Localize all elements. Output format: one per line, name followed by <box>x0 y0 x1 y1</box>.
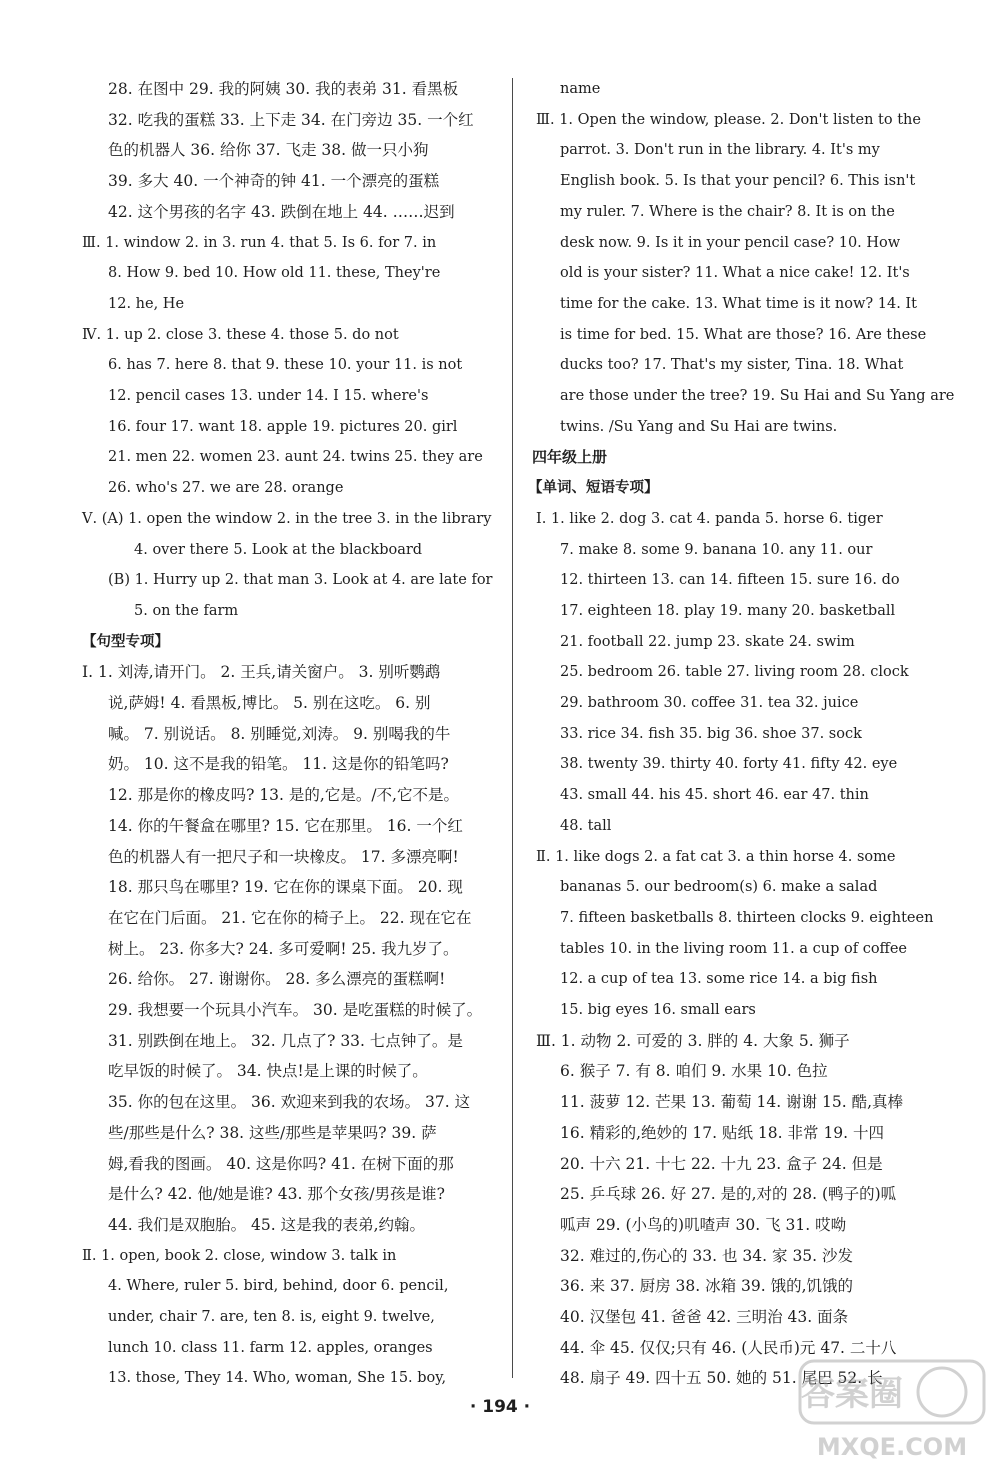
right-answer-line: 48. tall <box>560 817 612 834</box>
left-answer-line: 8. How 9. bed 10. How old 11. these, They're <box>108 265 441 282</box>
left-answer-line: Ⅲ. 1. window 2. in 3. run 4. that 5. Is 6. for 7. in <box>82 234 437 251</box>
left-answer-line: Ⅰ. 1. 刘涛,请开门。 2. 王兵,请关窗户。 3. 别听鹦鹉 <box>82 663 441 682</box>
right-answer-line: Ⅲ. 1. Open the window, please. 2. Don't listen to the <box>536 111 921 128</box>
right-answer-line: is time for bed. 15. What are those? 16. Are these <box>560 326 927 343</box>
right-answer-line: 40. 汉堡包 41. 爸爸 42. 三明治 43. 面条 <box>560 1308 849 1326</box>
right-answer-line: 7. fifteen basketballs 8. thirteen clocks 9. eighteen <box>560 909 934 926</box>
left-answer-line: 姆,看我的图画。 40. 这是你吗? 41. 在树下面的那 <box>108 1154 454 1173</box>
right-answer-line: my ruler. 7. Where is the chair? 8. It is on the <box>560 203 895 220</box>
right-answer-line: 32. 难过的,伤心的 33. 也 34. 家 35. 沙发 <box>560 1246 854 1265</box>
right-answer-line: 33. rice 34. fish 35. big 36. shoe 37. sock <box>560 725 862 742</box>
right-answer-line: 25. bedroom 26. table 27. living room 28. clock <box>560 664 909 681</box>
right-answer-line: Ⅱ. 1. like dogs 2. a fat cat 3. a thin horse 4. some <box>536 848 896 865</box>
left-answer-line: 是什么? 42. 他/她是谁? 43. 那个女孩/男孩是谁? <box>108 1185 445 1204</box>
left-answer-line: 32. 吃我的蛋糕 33. 上下走 34. 在门旁边 35. 一个红 <box>108 110 474 129</box>
watermark-logo <box>792 1355 992 1465</box>
right-answer-line: 17. eighteen 18. play 19. many 20. basketball <box>560 602 896 619</box>
right-answer-line: 15. big eyes 16. small ears <box>560 1002 756 1018</box>
right-answer-line: 16. 精彩的,绝妙的 17. 贴纸 18. 非常 19. 十四 <box>560 1123 885 1142</box>
right-answer-line: 48. 扇子 49. 四十五 50. 她的 51. 尾巴 52. 长 <box>560 1369 883 1388</box>
watermark-text-cn: 答案圈 <box>801 1374 903 1414</box>
right-answer-line: English book. 5. Is that your pencil? 6. This isn't <box>560 173 916 190</box>
left-answer-line: 5. on the farm <box>134 602 239 619</box>
right-answer-line: old is your sister? 11. What a nice cake! 12. It's <box>560 265 910 282</box>
right-answer-line: Ⅰ. 1. like 2. dog 3. cat 4. panda 5. horse 6. tiger <box>536 510 883 527</box>
left-answer-line: 些/那些是什么? 38. 这些/那些是苹果吗? 39. 萨 <box>108 1123 437 1142</box>
left-answer-line: 树上。 23. 你多大? 24. 多可爱啊! 25. 我九岁了。 <box>108 939 459 958</box>
watermark-text-en: MXQE.COM <box>816 1433 968 1461</box>
right-answer-line: 11. 菠萝 12. 芒果 13. 葡萄 14. 谢谢 15. 酷,真棒 <box>560 1093 904 1112</box>
right-answer-line: 25. 乒乓球 26. 好 27. 是的,对的 28. (鸭子的)呱 <box>560 1185 897 1204</box>
left-answer-line: 4. over there 5. Look at the blackboard <box>134 541 423 558</box>
right-answer-line: 12. thirteen 13. can 14. fifteen 15. sure 16. do <box>560 572 900 589</box>
left-answer-line: 42. 这个男孩的名字 43. 跌倒在地上 44. ……迟到 <box>108 202 455 221</box>
left-answer-line: 28. 在图中 29. 我的阿姨 30. 我的表弟 31. 看黑板 <box>108 80 459 98</box>
left-answer-line: 12. 那是你的橡皮吗? 13. 是的,它是。/不,它不是。 <box>108 786 459 805</box>
left-answer-line: 26. 给你。 27. 谢谢你。 28. 多么漂亮的蛋糕啊! <box>108 970 446 989</box>
left-answer-line: Ⅴ. (A) 1. open the window 2. in the tree 3. in the library <box>82 510 492 527</box>
left-answer-line: 说,萨姆! 4. 看黑板,博比。 5. 别在这吃。 6. 别 <box>108 694 431 712</box>
left-answer-line: Ⅱ. 1. open, book 2. close, window 3. talk in <box>82 1247 397 1264</box>
left-answer-line: 13. those, They 14. Who, woman, She 15. boy, <box>108 1370 447 1387</box>
left-answer-line: 12. pencil cases 13. under 14. I 15. where's <box>108 388 429 404</box>
left-answer-line: 44. 我们是双胞胎。 45. 这是我的表弟,约翰。 <box>108 1215 426 1234</box>
right-answer-line: desk now. 9. Is it in your pencil case? 10. How <box>560 234 901 251</box>
left-answer-line: 奶。 10. 这不是我的铅笔。 11. 这是你的铅笔吗? <box>108 755 449 774</box>
right-answer-line: parrot. 3. Don't run in the library. 4. It's my <box>560 142 880 159</box>
right-answer-line: are those under the tree? 19. Su Hai and Su Yang are <box>560 388 955 404</box>
right-answer-line: tables 10. in the living room 11. a cup of coffee <box>560 940 908 957</box>
right-answer-line: 21. football 22. jump 23. skate 24. swim <box>560 633 855 650</box>
right-answer-line: 36. 来 37. 厨房 38. 冰箱 39. 饿的,饥饿的 <box>560 1277 854 1296</box>
right-answer-line: twins. /Su Yang and Su Hai are twins. <box>560 418 838 435</box>
page-number: · 194 · <box>469 1397 531 1417</box>
right-answer-line: 38. twenty 39. thirty 40. forty 41. fifty 42. eye <box>560 756 898 773</box>
left-answer-line: 【句型专项】 <box>82 633 169 650</box>
right-answer-line: 44. 伞 45. 仅仅;只有 46. (人民币)元 47. 二十八 <box>560 1338 897 1357</box>
right-answer-line: 43. small 44. his 45. short 46. ear 47. thin <box>560 787 869 804</box>
left-answer-line: 31. 别跌倒在地上。 32. 几点了? 33. 七点钟了。是 <box>108 1031 463 1050</box>
left-answer-line: 29. 我想要一个玩具小汽车。 30. 是吃蛋糕的时候了。 <box>108 1001 483 1019</box>
right-answer-line: 12. a cup of tea 13. some rice 14. a big fish <box>560 971 878 988</box>
left-answer-line: Ⅳ. 1. up 2. close 3. these 4. those 5. do not <box>82 326 399 343</box>
column-divider <box>512 78 513 1378</box>
right-answer-line: 6. 猴子 7. 有 8. 咱们 9. 水果 10. 色拉 <box>560 1062 828 1081</box>
left-answer-line: (B) 1. Hurry up 2. that man 3. Look at 4. are late for <box>108 572 493 589</box>
left-answer-line: 21. men 22. women 23. aunt 24. twins 25. they are <box>108 449 483 466</box>
right-answer-line: 20. 十六 21. 十七 22. 十九 23. 盒子 24. 但是 <box>560 1154 883 1173</box>
left-answer-line: 18. 那只鸟在哪里? 19. 它在你的课桌下面。 20. 现 <box>108 878 463 897</box>
left-answer-line: 喊。 7. 别说话。 8. 别睡觉,刘涛。 9. 别喝我的牛 <box>108 724 451 743</box>
right-answer-line: ducks too? 17. That's my sister, Tina. 18. What <box>560 357 904 374</box>
right-answer-line: 7. make 8. some 9. banana 10. any 11. our <box>560 541 873 558</box>
right-answer-line: time for the cake. 13. What time is it now? 14. It <box>560 295 917 312</box>
right-answer-line: Ⅲ. 1. 动物 2. 可爱的 3. 胖的 4. 大象 5. 狮子 <box>536 1031 850 1050</box>
right-answer-line: name <box>560 81 601 97</box>
right-answer-line: 29. bathroom 30. coffee 31. tea 32. juice <box>560 695 859 711</box>
left-answer-line: 14. 你的午餐盒在哪里? 15. 它在那里。 16. 一个红 <box>108 816 463 835</box>
left-answer-line: 26. who's 27. we are 28. orange <box>108 480 344 497</box>
left-answer-line: under, chair 7. are, ten 8. is, eight 9. twelve, <box>108 1309 435 1325</box>
right-answer-line: 四年级上册 <box>532 448 608 467</box>
left-answer-line: 色的机器人有一把尺子和一块橡皮。 17. 多漂亮啊! <box>108 847 459 866</box>
right-answer-line: 呱声 29. (小鸟的)叽喳声 30. 飞 31. 哎呦 <box>560 1215 847 1234</box>
right-answer-line: 【单词、短语专项】 <box>528 480 659 497</box>
left-answer-line: 4. Where, ruler 5. bird, behind, door 6. pencil, <box>108 1278 449 1295</box>
left-answer-line: 39. 多大 40. 一个神奇的钟 41. 一个漂亮的蛋糕 <box>108 172 440 191</box>
left-answer-line: lunch 10. class 11. farm 12. apples, oranges <box>108 1339 433 1356</box>
left-answer-line: 吃早饭的时候了。 34. 快点!是上课的时候了。 <box>108 1062 428 1081</box>
left-answer-line: 35. 你的包在这里。 36. 欢迎来到我的农场。 37. 这 <box>108 1093 471 1112</box>
left-answer-line: 16. four 17. want 18. apple 19. pictures 20. girl <box>108 418 458 435</box>
left-answer-line: 在它在门后面。 21. 它在你的椅子上。 22. 现在它在 <box>108 908 472 927</box>
left-answer-line: 色的机器人 36. 给你 37. 飞走 38. 做一只小狗 <box>108 141 429 160</box>
left-answer-line: 12. he, He <box>108 295 185 312</box>
right-answer-line: bananas 5. our bedroom(s) 6. make a salad <box>560 879 878 896</box>
left-answer-line: 6. has 7. here 8. that 9. these 10. your 11. is not <box>108 357 463 374</box>
